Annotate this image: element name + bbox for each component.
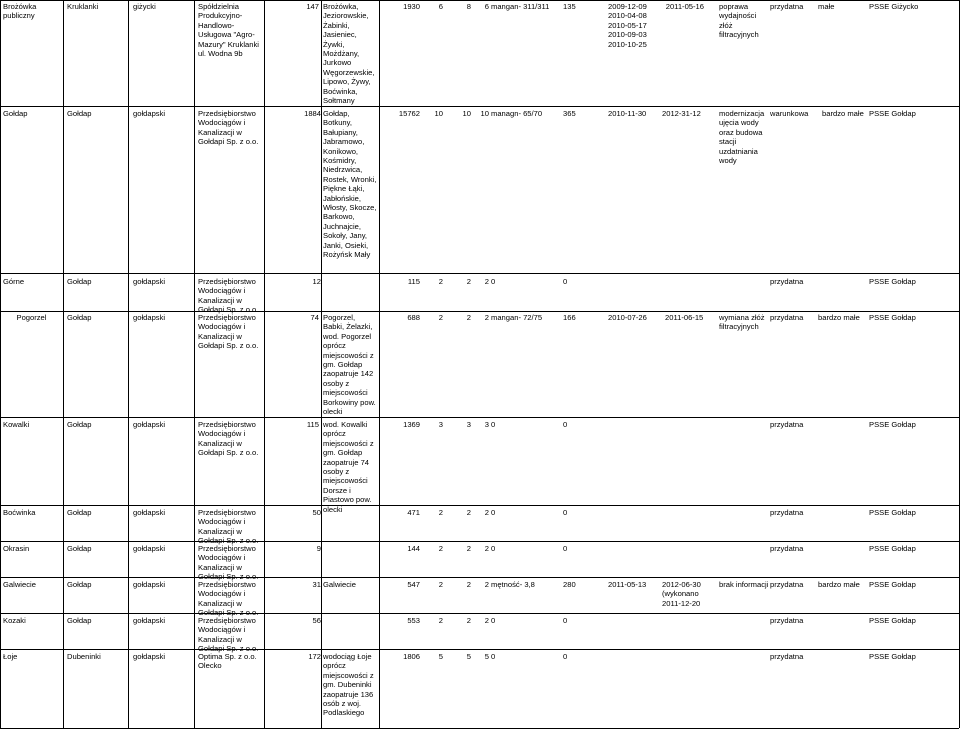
cell-population: 9 (316, 544, 321, 553)
cell-v5: 135 (563, 2, 576, 11)
cell-v4: 2 (484, 313, 489, 322)
cell-gmina: Gołdap (67, 277, 92, 286)
cell-authority: PSSE Giżycko (869, 2, 919, 11)
cell-v2: 5 (438, 652, 443, 661)
row-border (0, 417, 959, 418)
cell-places: Brożówka, Jeziorowskie, Żabinki, Jasieniec, Żywki, Możdżany, Jurkowo Węgorzewskie, Lipowo, Żywy, Boćwinka, Sołtmany (323, 2, 375, 106)
cell-authority: PSSE Gołdap (869, 580, 916, 589)
cell-v3: 5 (466, 652, 471, 661)
cell-places: wod. Kowalki oprócz miejscowości z gm. Gołdap zaopatruje 74 osoby z miejscowości Dorsze i Piastowo pow. olecki (323, 420, 374, 514)
cell-v5: 166 (563, 313, 576, 322)
cell-population: 74 (310, 313, 319, 322)
cell-name: Gołdap (3, 109, 28, 118)
column-border (128, 0, 129, 728)
cell-fitness: przydatna (770, 313, 804, 322)
cell-owner: Przedsiębiorstwo Wodociągów i Kanalizacji w Gołdapi Sp. z o.o. (198, 544, 259, 582)
cell-powiat: gołdapski (133, 580, 166, 589)
cell-gmina: Gołdap (67, 508, 92, 517)
cell-v5: 0 (563, 420, 568, 429)
cell-v5: 365 (563, 109, 576, 118)
cell-v4: 10 (480, 109, 489, 118)
cell-v4: 6 (484, 2, 489, 11)
cell-v2: 2 (438, 580, 443, 589)
cell-v1: 471 (407, 508, 420, 517)
cell-parameter: 0 (491, 616, 496, 625)
cell-owner: Przedsiębiorstwo Wodociągów i Kanalizacji w Gołdapi Sp. z o.o. (198, 508, 259, 546)
cell-status: warunkowa (770, 109, 809, 118)
cell-v2: 2 (438, 508, 443, 517)
cell-population: 50 (312, 508, 321, 517)
cell-size: bardzo małe (822, 109, 864, 118)
cell-authority: PSSE Gołdap (869, 508, 916, 517)
cell-powiat: gołdapski (133, 544, 166, 553)
row-border (0, 311, 959, 312)
cell-gmina: Gołdap (67, 109, 92, 118)
cell-v2: 10 (434, 109, 443, 118)
cell-powiat: gołdapski (133, 277, 166, 286)
cell-v3: 8 (466, 2, 471, 11)
cell-v5: 0 (563, 508, 568, 517)
cell-owner: Spółdzielnia Produkcyjno-Handlowo-Usługowa "Agro-Mazury" Kruklanki ul. Wodna 9b (198, 2, 259, 59)
cell-fitness: przydatna (770, 508, 804, 517)
cell-name: Galwiecie (3, 580, 36, 589)
cell-gmina: Gołdap (67, 313, 92, 322)
cell-v2: 2 (438, 616, 443, 625)
cell-size: małe (818, 2, 835, 11)
cell-deadline-2: 2012-06-30 (wykonano 2011-12-20 (662, 580, 701, 608)
cell-parameter: 0 (491, 277, 496, 286)
cell-owner: Przedsiębiorstwo Wodociągów i Kanalizacji w Gołdapi Sp. z o.o. (198, 580, 259, 618)
cell-fitness: przydatna (770, 420, 804, 429)
cell-fitness: przydatna (770, 277, 804, 286)
cell-owner: Przedsiębiorstwo Wodociągów i Kanalizacji w Gołdapi Sp. z o.o. (198, 616, 259, 654)
cell-fitness: przydatna (770, 544, 804, 553)
row-border (0, 541, 959, 542)
cell-v3: 2 (466, 580, 471, 589)
cell-name: Brożówka publiczny (3, 2, 37, 21)
cell-owner: Przedsiębiorstwo Wodociągów i Kanalizacji w Gołdapi Sp. z o.o. (198, 109, 259, 147)
cell-gmina: Gołdap (67, 420, 92, 429)
cell-name: Kowalki (3, 420, 30, 429)
cell-fitness: przydatna (770, 2, 804, 11)
cell-places: Gołdap, Botkuny, Bałupiany, Jabramowo, Konikowo, Kośmidry, Niedrzwica, Rostek, Wronki, Piękne Łąki, Jabłońskie, Włosty, Skocze, Barkowo, Juchnajcie, Sokoły, Jany, Janki, Osieki, Rożyńsk Mały (323, 109, 377, 260)
column-border (0, 0, 1, 728)
cell-owner: Przedsiębiorstwo Wodociągów i Kanalizacji w Gołdapi Sp. z o.o. (198, 277, 259, 315)
cell-v4: 2 (484, 508, 489, 517)
cell-authority: PSSE Gołdap (869, 109, 916, 118)
cell-v4: 5 (484, 652, 489, 661)
cell-v5: 0 (563, 277, 568, 286)
cell-powiat: giżycki (133, 2, 156, 11)
row-border (0, 273, 959, 274)
cell-parameter: 0 (491, 420, 496, 429)
cell-gmina: Gołdap (67, 616, 92, 625)
cell-population: 31 (312, 580, 321, 589)
cell-owner: Optima Sp. z o.o. Olecko (198, 652, 257, 671)
cell-name: Boćwinka (3, 508, 36, 517)
cell-dates: 2010-07-26 (608, 313, 647, 322)
cell-powiat: gołdapski (133, 652, 166, 661)
cell-authority: PSSE Gołdap (869, 652, 916, 661)
cell-v1: 688 (407, 313, 420, 322)
cell-population: 1884 (304, 109, 321, 118)
cell-v4: 2 (484, 580, 489, 589)
cell-v1: 547 (407, 580, 420, 589)
cell-powiat: gołdapski (133, 109, 166, 118)
cell-parameter: 0 (491, 652, 496, 661)
cell-action: wymiana złóż filtracyjnych (719, 313, 765, 332)
cell-fitness: przydatna (770, 616, 804, 625)
cell-powiat: gołdapski (133, 508, 166, 517)
cell-owner: Przedsiębiorstwo Wodociągów i Kanalizacji w Gołdapi Sp. z o.o. (198, 313, 259, 351)
cell-gmina: Gołdap (67, 544, 92, 553)
cell-v1: 15762 (398, 109, 420, 118)
cell-v2: 2 (438, 313, 443, 322)
cell-authority: PSSE Gołdap (869, 420, 916, 429)
cell-powiat: gołdapski (133, 616, 166, 625)
cell-v3: 2 (466, 313, 471, 322)
cell-population: 172 (308, 652, 321, 661)
cell-v2: 2 (438, 544, 443, 553)
cell-population: 56 (312, 616, 321, 625)
column-border (321, 0, 322, 728)
cell-action: modernizacja ujęcia wody oraz budowa stacji uzdatniania wody (719, 109, 765, 166)
row-border (0, 613, 959, 614)
cell-v4: 2 (484, 544, 489, 553)
row-border (0, 577, 959, 578)
cell-parameter: mangan- 72/75 (491, 313, 543, 322)
column-border (194, 0, 195, 728)
cell-places: Galwiecie (323, 580, 356, 589)
cell-v1: 1930 (403, 2, 420, 11)
cell-places: wodociąg Łoje oprócz miejscowości z gm. Dubeninki zaopatruje 136 osób z woj. Podlaskiego (323, 652, 374, 718)
cell-powiat: gołdapski (133, 313, 166, 322)
row-border (0, 0, 959, 1)
cell-dates: 2010-11-30 (608, 109, 647, 118)
cell-name: Górne (3, 277, 25, 286)
cell-parameter: 0 (491, 544, 496, 553)
cell-authority: PSSE Gołdap (869, 616, 916, 625)
cell-gmina: Gołdap (67, 580, 92, 589)
cell-deadline-2: 2011-06-15 (665, 313, 704, 322)
cell-gmina: Kruklanki (67, 2, 99, 11)
cell-v5: 0 (563, 616, 568, 625)
cell-population: 115 (306, 420, 319, 429)
cell-population: 147 (306, 2, 319, 11)
cell-action: brak informacji (719, 580, 769, 589)
column-border (63, 0, 64, 728)
cell-v3: 2 (466, 508, 471, 517)
cell-fitness: przydatna (770, 652, 804, 661)
cell-v3: 2 (466, 277, 471, 286)
cell-v2: 2 (438, 277, 443, 286)
cell-v5: 280 (563, 580, 576, 589)
cell-name: Okrasin (3, 544, 30, 553)
cell-owner: Przedsiębiorstwo Wodociągów i Kanalizacji w Gołdapi Sp. z o.o. (198, 420, 259, 458)
cell-v3: 3 (466, 420, 471, 429)
cell-v1: 1369 (403, 420, 420, 429)
cell-population: 12 (312, 277, 321, 286)
cell-v1: 553 (407, 616, 420, 625)
row-border (0, 728, 959, 729)
cell-authority: PSSE Gołdap (869, 544, 916, 553)
cell-parameter: managn- 65/70 (491, 109, 543, 118)
cell-parameter: 0 (491, 508, 496, 517)
cell-size: bardzo małe (818, 580, 860, 589)
cell-v1: 115 (407, 277, 420, 286)
cell-deadline-2: 2012-31-12 (662, 109, 701, 118)
cell-v1: 1806 (403, 652, 420, 661)
cell-authority: PSSE Gołdap (869, 313, 916, 322)
cell-name: Łoje (3, 652, 18, 661)
cell-authority: PSSE Gołdap (869, 277, 916, 286)
cell-v5: 0 (563, 544, 568, 553)
cell-v3: 10 (462, 109, 471, 118)
cell-action: poprawa wydajności złóż filtracyjnych (719, 2, 759, 40)
cell-v2: 6 (438, 2, 443, 11)
row-border (0, 505, 959, 506)
cell-v4: 3 (484, 420, 489, 429)
cell-v3: 2 (466, 544, 471, 553)
cell-v4: 2 (484, 616, 489, 625)
cell-fitness: przydatna (770, 580, 804, 589)
cell-v4: 2 (484, 277, 489, 286)
cell-powiat: gołdapski (133, 420, 166, 429)
cell-v2: 3 (438, 420, 443, 429)
cell-gmina: Dubeninki (67, 652, 101, 661)
cell-deadline: 2011-05-16 (665, 2, 704, 11)
column-border (264, 0, 265, 728)
cell-v3: 2 (466, 616, 471, 625)
cell-v1: 144 (407, 544, 420, 553)
cell-name: Kozaki (3, 616, 26, 625)
cell-size: bardzo małe (818, 313, 860, 322)
cell-v5: 0 (563, 652, 568, 661)
cell-parameter: mętność- 3,8 (491, 580, 535, 589)
cell-places: Pogorzel, Babki, Żelazki, wod. Pogorzel oprócz miejscowości z gm. Gołdap zaopatruje 142 osoby z miejscowości Borkowiny pow. olecki (323, 313, 376, 417)
cell-dates: 2009-12-09 2010-04-08 2010-05-17 2010-09-03 2010-10-25 (608, 2, 647, 49)
cell-dates: 2011-05-13 (608, 580, 647, 589)
cell-name: Pogorzel (16, 313, 47, 322)
row-border (0, 649, 959, 650)
row-border (0, 106, 959, 107)
cell-parameter: mangan- 311/311 (491, 2, 550, 11)
